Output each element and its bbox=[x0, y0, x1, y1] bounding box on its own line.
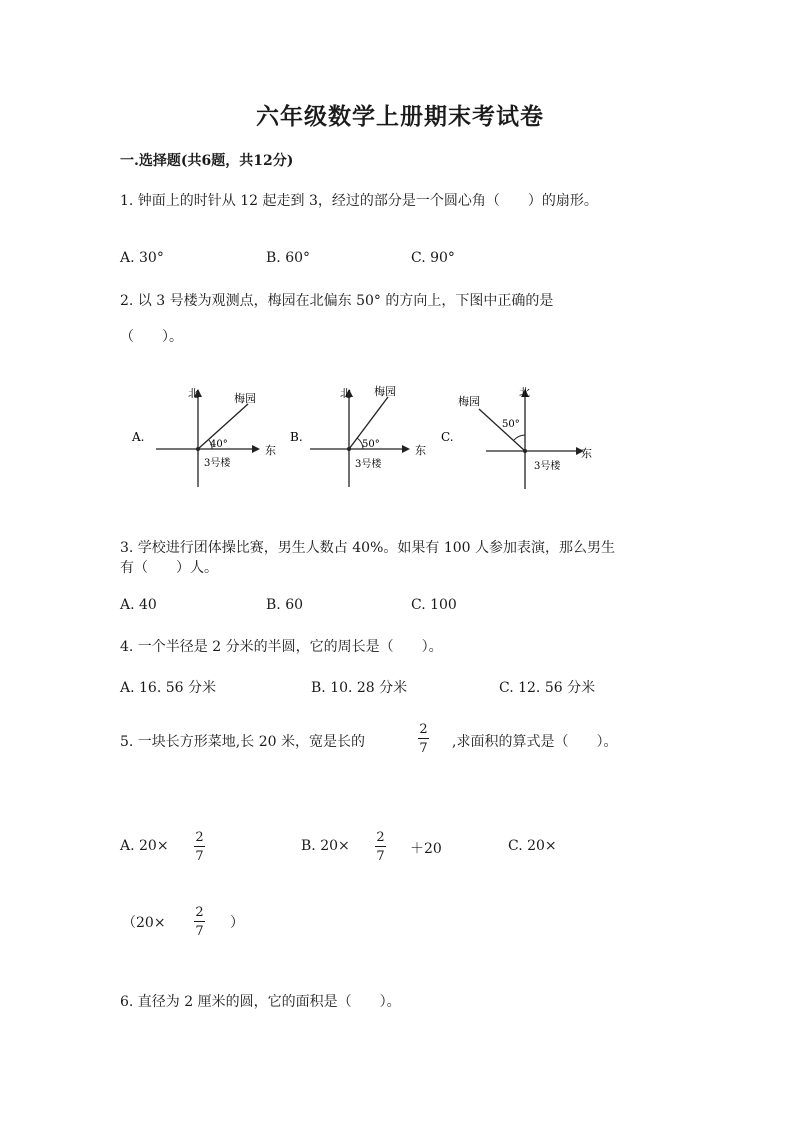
figure-a-east-label: 东 bbox=[265, 444, 276, 457]
figure-c-east-label: 东 bbox=[581, 447, 592, 460]
figure-a-angle-label: 40° bbox=[210, 439, 228, 450]
figure-a-building-label: 3号楼 bbox=[204, 458, 231, 469]
q3-option-b: B. 60 bbox=[266, 597, 304, 613]
figure-b-angle-label: 50° bbox=[362, 439, 380, 450]
figure-a bbox=[131, 387, 276, 487]
fraction-numerator: 2 bbox=[376, 830, 385, 845]
figure-c-north-label: 北 bbox=[519, 386, 530, 399]
fraction-numerator: 2 bbox=[195, 830, 204, 845]
q1-option-b: B. 60° bbox=[266, 250, 311, 266]
question-4-text: 4. 一个半径是 2 分米的半圆，它的周长是（ ）。 bbox=[120, 639, 443, 655]
figure-c-origin bbox=[523, 449, 527, 453]
q5-fraction bbox=[418, 722, 429, 756]
figure-a-north-label: 北 bbox=[188, 387, 199, 400]
figure-c bbox=[441, 386, 592, 489]
question-5-text: 5. 一块长方形菜地,长 20 米，宽是长的 bbox=[120, 734, 365, 750]
page-title: 六年级数学上册期末考试卷 bbox=[256, 103, 544, 130]
q5-option-a: A. 20× bbox=[120, 838, 169, 854]
q5-option-a-fraction bbox=[194, 830, 205, 864]
figure-c-building-label: 3号楼 bbox=[534, 461, 561, 472]
figure-b-east-arrow bbox=[402, 445, 410, 453]
fraction-denominator: 7 bbox=[376, 849, 385, 864]
fraction-bar bbox=[194, 846, 205, 847]
figure-b-label: B. bbox=[290, 430, 303, 444]
question-1-text: 1. 钟面上的时针从 12 起走到 3，经过的部分是一个圆心角（ ）的扇形。 bbox=[120, 193, 598, 209]
question-3-text-line2: 有（ ）人。 bbox=[120, 560, 218, 576]
fraction-numerator: 2 bbox=[195, 905, 204, 920]
direction-figures bbox=[118, 375, 598, 495]
figure-b-north-label: 北 bbox=[340, 387, 351, 400]
q5-fraction-denominator: 7 bbox=[419, 741, 428, 756]
q3-option-c: C. 100 bbox=[411, 597, 457, 613]
figure-a-label: A. bbox=[132, 430, 145, 444]
question-3-text: 3. 学校进行团体操比赛，男生人数占 40%。如果有 100 人参加表演，那么男生 bbox=[120, 540, 615, 556]
figure-b bbox=[290, 384, 426, 487]
q5-option-c-fraction bbox=[194, 905, 205, 939]
figure-c-direction-line bbox=[479, 409, 525, 451]
question-6-text: 6. 直径为 2 厘米的圆，它的面积是（ ）。 bbox=[120, 994, 401, 1010]
q5-option-b-fraction bbox=[375, 830, 386, 864]
question-2-text: 2. 以 3 号楼为观测点，梅园在北偏东 50° 的方向上，下图中正确的是 bbox=[120, 293, 554, 309]
figure-b-target-label: 梅园 bbox=[374, 385, 396, 398]
q3-option-a: A. 40 bbox=[120, 597, 157, 613]
figure-c-label: C. bbox=[441, 430, 454, 444]
question-5-text-tail: ,求面积的算式是（ ）。 bbox=[452, 734, 618, 750]
figure-c-angle-arc bbox=[514, 435, 525, 440]
fraction-bar bbox=[375, 846, 386, 847]
figure-a-target-label: 梅园 bbox=[234, 392, 256, 405]
q5-option-b-suffix: ＋20 bbox=[410, 841, 442, 857]
figure-b-building-label: 3号楼 bbox=[355, 459, 382, 470]
fraction-bar bbox=[418, 738, 429, 739]
fraction-denominator: 7 bbox=[195, 849, 204, 864]
q4-option-b: B. 10. 28 分米 bbox=[311, 680, 408, 696]
q5-option-c-suffix: ） bbox=[230, 915, 244, 931]
q5-option-b: B. 20× bbox=[301, 838, 350, 854]
fraction-denominator: 7 bbox=[195, 924, 204, 939]
question-2-text-line2: （ ）。 bbox=[120, 329, 183, 345]
figure-c-target-label: 梅园 bbox=[458, 395, 480, 408]
q1-option-a: A. 30° bbox=[120, 250, 164, 266]
q4-option-a: A. 16. 56 分米 bbox=[120, 680, 216, 696]
figure-a-origin bbox=[196, 447, 200, 451]
figure-c-angle-label: 50° bbox=[502, 419, 520, 430]
q5-option-c-continued: （20× bbox=[122, 915, 166, 931]
q5-option-c: C. 20× bbox=[508, 838, 557, 854]
section-heading: 一.选择题(共6题，共12分) bbox=[120, 153, 294, 169]
fraction-bar bbox=[194, 921, 205, 922]
figure-b-origin bbox=[347, 447, 351, 451]
figure-a-east-arrow bbox=[252, 445, 260, 453]
q4-option-c: C. 12. 56 分米 bbox=[499, 680, 596, 696]
figure-b-east-label: 东 bbox=[415, 444, 426, 457]
q1-option-c: C. 90° bbox=[411, 250, 455, 266]
q5-fraction-numerator: 2 bbox=[419, 722, 428, 737]
